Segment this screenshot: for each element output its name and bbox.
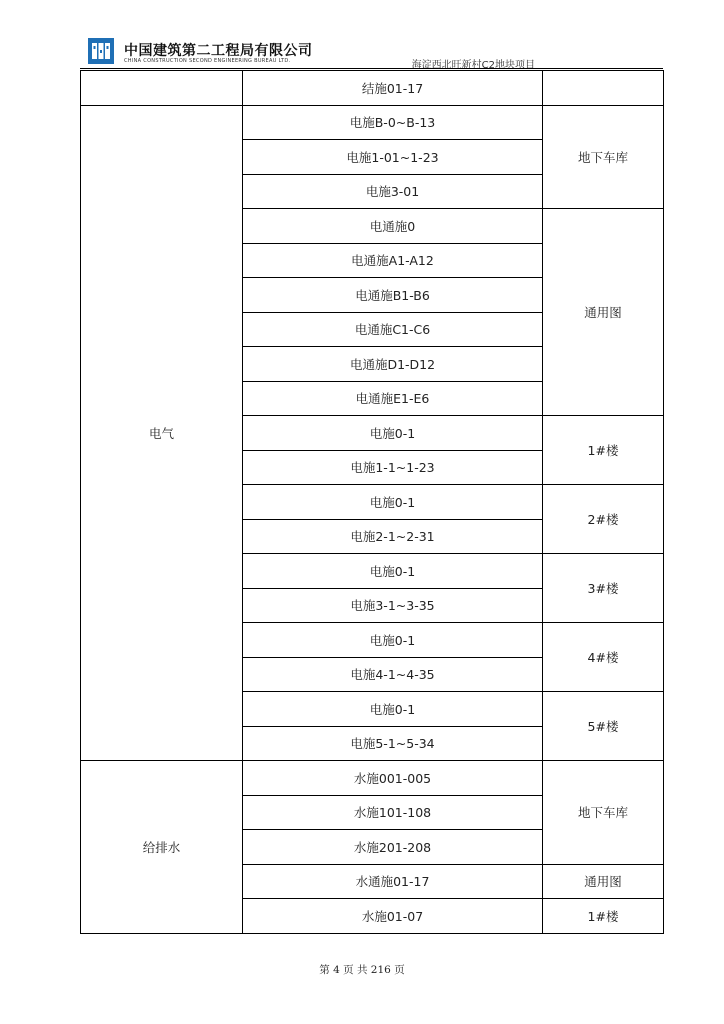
location-cell	[543, 71, 664, 106]
location-cell: 3#楼	[543, 554, 664, 623]
location-cell: 4#楼	[543, 623, 664, 692]
drawing-number-cell: 电施B-0~B-13	[243, 105, 543, 140]
location-cell: 地下车库	[543, 761, 664, 865]
drawing-number-cell: 电施4-1~4-35	[243, 657, 543, 692]
discipline-cell: 电气	[81, 105, 243, 761]
drawing-number-cell: 电施0-1	[243, 416, 543, 451]
company-logo-icon	[88, 38, 114, 64]
project-title: 海淀西北旺新村C2地块项目	[411, 60, 535, 71]
drawing-number-cell: 电通施B1-B6	[243, 278, 543, 313]
location-cell: 1#楼	[543, 416, 664, 485]
table-row	[81, 105, 664, 140]
company-name-cn: 中国建筑第二工程局有限公司	[124, 43, 313, 59]
location-cell: 5#楼	[543, 692, 664, 761]
drawing-number-cell: 电施5-1~5-34	[243, 726, 543, 761]
drawing-number-cell: 电通施D1-D12	[243, 347, 543, 382]
company-name-en: CHINA CONSTRUCTION SECOND ENGINEERING BUREAU LTD.	[124, 58, 291, 64]
drawing-number-cell: 水施201-208	[243, 830, 543, 865]
drawing-number-cell: 水施01-07	[243, 899, 543, 934]
drawing-number-cell: 电施2-1~2-31	[243, 519, 543, 554]
location-cell: 通用图	[543, 209, 664, 416]
drawing-number-cell: 电施0-1	[243, 485, 543, 520]
drawing-number-cell: 电施0-1	[243, 554, 543, 589]
header-divider	[80, 68, 663, 69]
location-cell: 1#楼	[543, 899, 664, 934]
discipline-cell	[81, 71, 243, 106]
drawing-number-cell: 电通施E1-E6	[243, 381, 543, 416]
drawing-number-cell: 水施101-108	[243, 795, 543, 830]
location-cell: 通用图	[543, 864, 664, 899]
drawing-number-cell: 电施1-01~1-23	[243, 140, 543, 175]
drawing-number-cell: 水通施01-17	[243, 864, 543, 899]
drawing-number-cell: 电施3-1~3-35	[243, 588, 543, 623]
table-row	[81, 71, 664, 106]
drawing-number-cell: 电通施C1-C6	[243, 312, 543, 347]
drawing-number-cell: 水施001-005	[243, 761, 543, 796]
drawing-number-cell: 电通施A1-A12	[243, 243, 543, 278]
drawing-number-cell: 电施3-01	[243, 174, 543, 209]
page-header	[88, 36, 663, 71]
location-cell: 2#楼	[543, 485, 664, 554]
drawing-number-cell: 电施0-1	[243, 623, 543, 658]
table-row	[81, 761, 664, 796]
drawing-number-cell: 结施01-17	[243, 71, 543, 106]
drawing-number-cell: 电施0-1	[243, 692, 543, 727]
location-cell: 地下车库	[543, 105, 664, 209]
page-number: 第 4 页 共 216 页	[319, 964, 405, 976]
drawing-number-cell: 电通施0	[243, 209, 543, 244]
drawing-list-table	[80, 70, 664, 934]
drawing-number-cell: 电施1-1~1-23	[243, 450, 543, 485]
discipline-cell: 给排水	[81, 761, 243, 934]
